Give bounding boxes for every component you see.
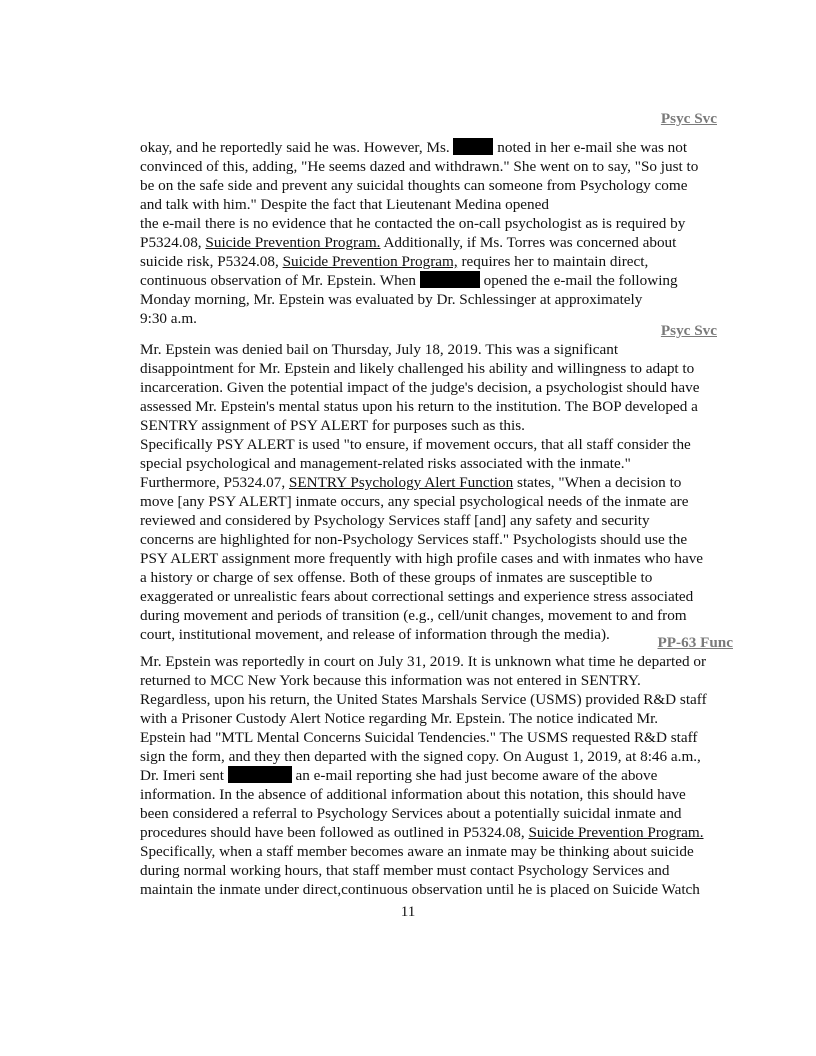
text-line: SENTRY assignment of PSY ALERT for purposes such as this. xyxy=(140,417,525,434)
text-line: Regardless, upon his return, the United States Marshals Service (USMS) provided R&D staff xyxy=(140,691,707,708)
policy-title: SENTRY Psychology Alert Function xyxy=(288,474,514,491)
policy-title: Suicide Prevention Program, xyxy=(282,253,458,270)
text-line xyxy=(140,766,740,785)
text-line: 9:30 a.m. xyxy=(140,310,197,327)
text-line: reviewed and considered by Psychology Services staff [and] any safety and security xyxy=(140,512,650,529)
text-line: concerns are highlighted for non-Psychology Services staff." Psychologists should use the xyxy=(140,531,688,548)
text-line: Epstein had "MTL Mental Concerns Suicidal Tendencies." The USMS requested R&D staff xyxy=(140,729,698,746)
text-segment: continuous observation of Mr. Epstein. When xyxy=(140,272,417,289)
text-line: a history or charge of sex offense. Both of these groups of inmates are susceptible to xyxy=(140,569,653,586)
text-line: move [any PSY ALERT] inmate occurs, any special psychological needs of the inmate are xyxy=(140,493,689,510)
text-line xyxy=(140,233,740,252)
text-line: and talk with him." Despite the fact that Lieutenant Medina opened xyxy=(140,196,549,213)
text-segment: requires her to maintain direct, xyxy=(461,253,649,270)
margin-tag-pp-63-func: PP-63 Func xyxy=(657,634,733,651)
text-line: with a Prisoner Custody Alert Notice regarding Mr. Epstein. The notice indicated Mr. xyxy=(140,710,659,727)
text-segment: procedures should have been followed as outlined in P5324.08, xyxy=(140,824,525,841)
text-line: during movement and periods of transition (e.g., cell/unit changes, movement to and from xyxy=(140,607,687,624)
text-line: disappointment for Mr. Epstein and likely challenged his ability and willingness to adapt to xyxy=(140,360,695,377)
text-segment: Dr. Imeri sent xyxy=(140,767,224,784)
paragraph-3 xyxy=(140,652,740,899)
text-segment: states, "When a decision to xyxy=(517,474,682,491)
margin-tag-psyc-svc-2: Psyc Svc xyxy=(660,322,717,339)
text-segment: noted in her e-mail she was not xyxy=(497,139,688,156)
text-line: convinced of this, adding, "He seems dazed and withdrawn." She went on to say, "So just to xyxy=(140,158,699,175)
text-line: sign the form, and they then departed with the signed copy. On August 1, 2019, at 8:46 a.m., xyxy=(140,748,701,765)
text-segment: Furthermore, P5324.07, xyxy=(140,474,286,491)
text-line: Monday morning, Mr. Epstein was evaluated by Dr. Schlessinger at approximately xyxy=(140,291,643,308)
text-line: the e-mail there is no evidence that he contacted the on-call psychologist as is required by xyxy=(140,215,686,232)
policy-title: Suicide Prevention Program. xyxy=(528,824,704,841)
text-line: exaggerated or unrealistic fears about correctional settings and experience stress associated xyxy=(140,588,694,605)
text-line: Specifically PSY ALERT is used "to ensure, if movement occurs, that all staff consider the xyxy=(140,436,691,453)
text-segment: okay, and he reportedly said he was. However, Ms. xyxy=(140,139,450,156)
text-segment: Additionally, if Ms. Torres was concerned about xyxy=(383,234,677,251)
text-line xyxy=(140,271,740,290)
redaction-box xyxy=(228,766,292,783)
text-line: PSY ALERT assignment more frequently with high profile cases and with inmates who have xyxy=(140,550,704,567)
text-line: incarceration. Given the potential impact of the judge's decision, a psychologist should have xyxy=(140,379,700,396)
text-line: returned to MCC New York because this information was not entered in SENTRY. xyxy=(140,672,641,689)
text-line: information. In the absence of additional information about this notation, this should have xyxy=(140,786,686,803)
text-line xyxy=(140,823,740,842)
text-segment: suicide risk, P5324.08, xyxy=(140,253,279,270)
text-line: Mr. Epstein was reportedly in court on July 31, 2019. It is unknown what time he departed or xyxy=(140,653,707,670)
text-segment: P5324.08, xyxy=(140,234,202,251)
text-line xyxy=(140,473,740,492)
policy-title: Suicide Prevention Program. xyxy=(205,234,381,251)
text-line xyxy=(140,138,740,157)
text-line xyxy=(140,252,740,271)
text-line: assessed Mr. Epstein's mental status upon his return to the institution. The BOP developed a xyxy=(140,398,698,415)
text-line: be on the safe side and prevent any suicidal thoughts can someone from Psychology come xyxy=(140,177,688,194)
text-line: special psychological and management-related risks associated with the inmate." xyxy=(140,455,631,472)
text-segment: an e-mail reporting she had just become aware of the above xyxy=(295,767,658,784)
redaction-box xyxy=(453,138,493,155)
paragraph-2 xyxy=(140,340,740,644)
text-line: been considered a referral to Psychology Services about a potentially suicidal inmate and xyxy=(140,805,682,822)
text-line: Specifically, when a staff member becomes aware an inmate may be thinking about suicide xyxy=(140,843,694,860)
paragraph-1 xyxy=(140,138,740,328)
text-segment: opened the e-mail the following xyxy=(483,272,678,289)
text-line: court, institutional movement, and release of information through the media). xyxy=(140,626,610,643)
page-number: 11 xyxy=(400,903,416,920)
margin-tag-psyc-svc-1: Psyc Svc xyxy=(660,110,717,127)
text-line: Mr. Epstein was denied bail on Thursday, July 18, 2019. This was a significant xyxy=(140,341,619,358)
text-line: maintain the inmate under direct,continuous observation until he is placed on Suicide Watch xyxy=(140,881,700,898)
redaction-box xyxy=(420,271,480,288)
text-line: during normal working hours, that staff member must contact Psychology Services and xyxy=(140,862,670,879)
